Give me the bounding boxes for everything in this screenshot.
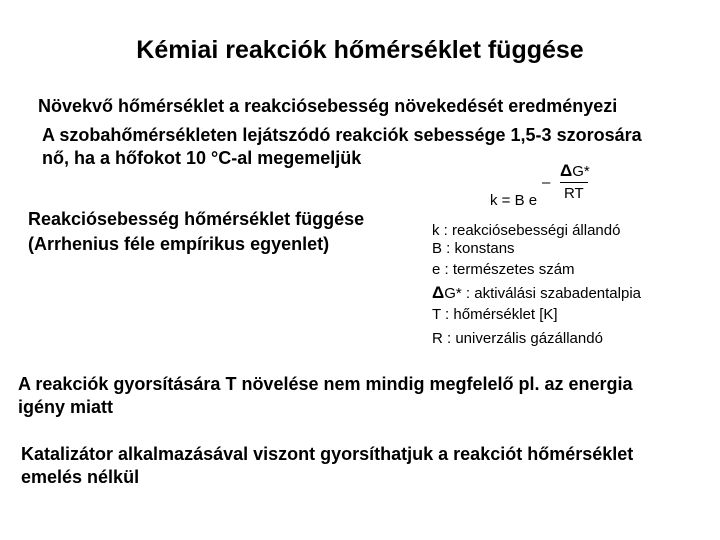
statement-temperature-rate: Növekvő hőmérséklet a reakciósebesség növekedését eredményezi: [38, 96, 618, 116]
legend-b: B : konstans: [432, 240, 515, 257]
legend-e: e : természetes szám: [432, 261, 575, 278]
statement-room-temperature-cont: nő, ha a hőfokot 10 °C-al megemeljük: [42, 148, 362, 168]
slide-title: Kémiai reakciók hőmérséklet függése: [136, 36, 584, 64]
arrhenius-heading: Reakciósebesség hőmérséklet függése: [28, 209, 365, 229]
formula-numerator: ΔG*: [560, 161, 590, 180]
note-catalyst-cont: emelés nélkül: [21, 467, 140, 487]
delta-symbol: Δ: [560, 161, 573, 180]
legend-r: R : univerzális gázállandó: [432, 330, 603, 347]
note-temperature-limit-cont: igény miatt: [18, 397, 114, 417]
statement-room-temperature: A szobahőmérsékleten lejátszódó reakciók sebessége 1,5-3 szorosára: [42, 125, 642, 145]
formula-lhs: k = B e: [490, 192, 538, 209]
note-catalyst: Katalizátor alkalmazásával viszont gyorsíthatjuk a reakciót hőmérséklet: [21, 444, 634, 464]
formula-denominator: RT: [564, 185, 584, 202]
legend-t: T : hőmérséklet [K]: [432, 306, 558, 323]
note-temperature-limit: A reakciók gyorsítására T növelése nem mindig megfelelő pl. az energia: [18, 374, 633, 394]
arrhenius-subheading: (Arrhenius féle empírikus egyenlet): [28, 234, 330, 254]
formula-minus: –: [542, 174, 551, 191]
delta-symbol: Δ: [432, 283, 445, 302]
legend-g: ΔG* : aktiválási szabadentalpia: [432, 283, 641, 302]
fraction-bar: [560, 182, 588, 183]
legend-k: k : reakciósebességi állandó: [432, 222, 621, 239]
